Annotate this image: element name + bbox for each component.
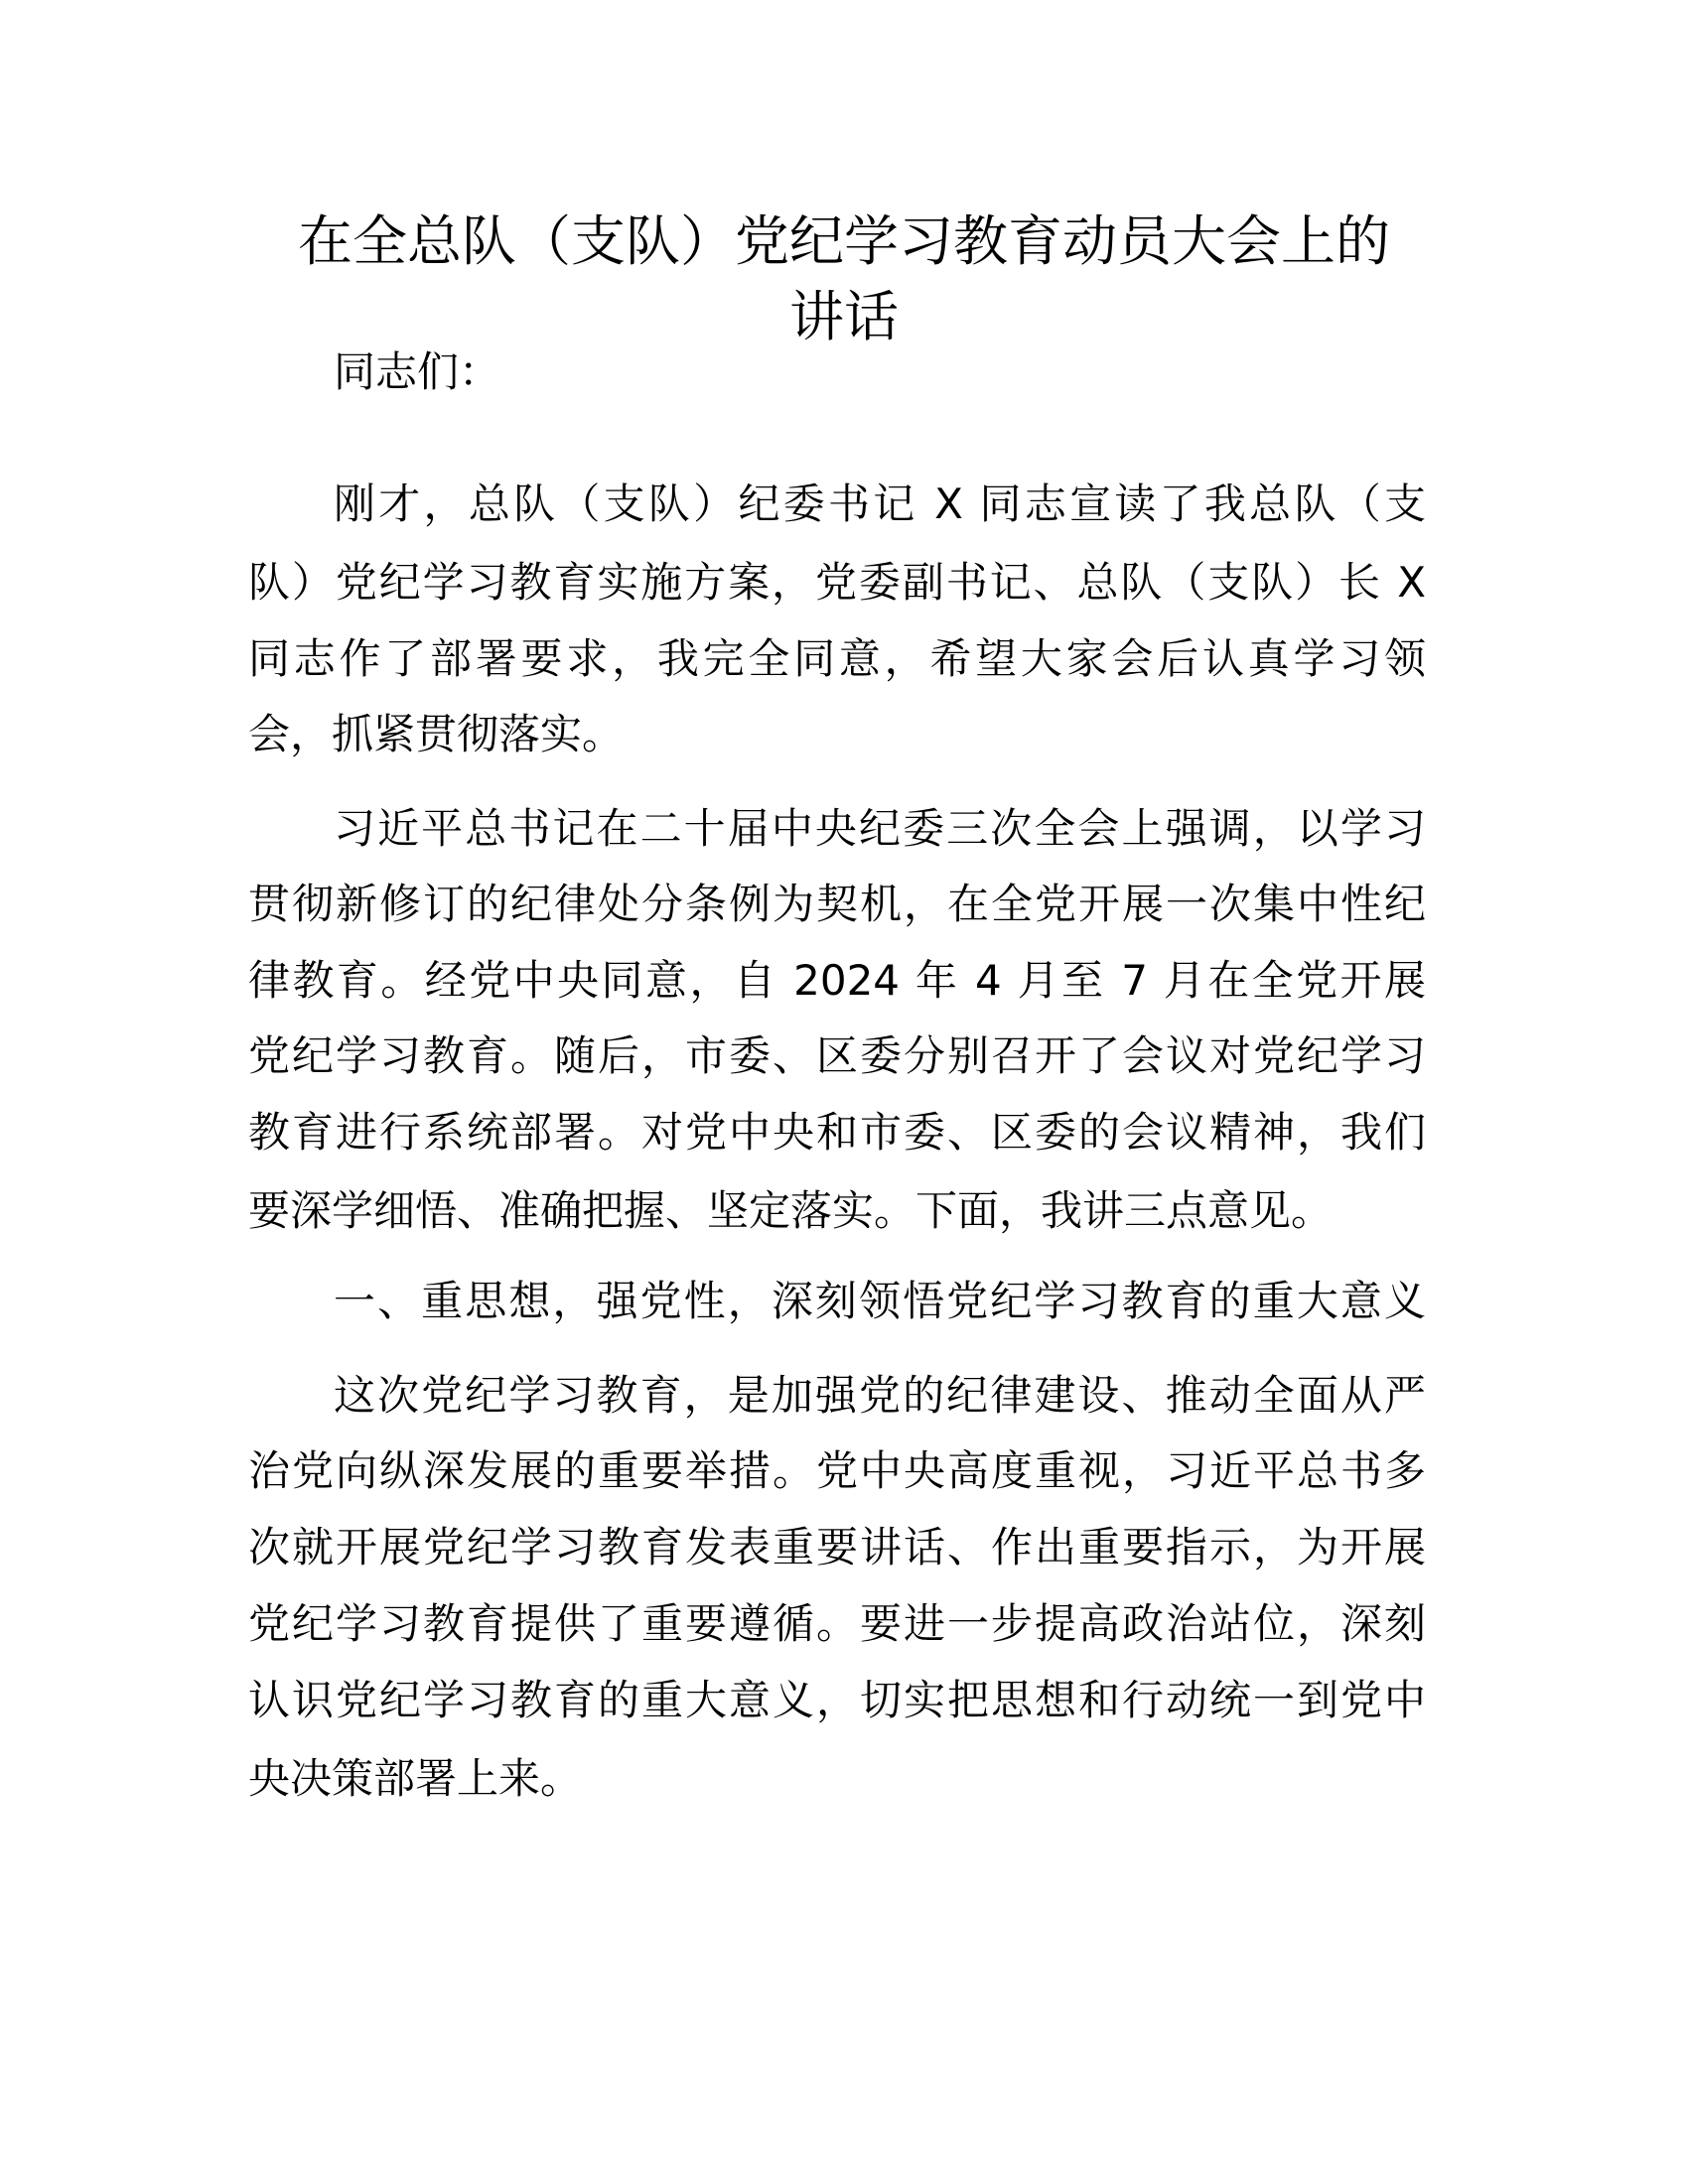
paragraph-line: 律教育。经党中央同意，自 2024 年 4 月至 7 月在全党开展 bbox=[248, 956, 1426, 1005]
paragraph-line: 习近平总书记在二十届中央纪委三次全会上强调，以学习 bbox=[334, 804, 1426, 853]
paragraph-line: 教育进行系统部署。对党中央和市委、区委的会议精神，我们 bbox=[248, 1108, 1426, 1157]
paragraph-line: 认识党纪学习教育的重大意义，切实把思想和行动统一到党中 bbox=[248, 1676, 1426, 1724]
paragraph-line: 这次党纪学习教育，是加强党的纪律建设、推动全面从严 bbox=[334, 1371, 1426, 1420]
paragraph-line: 次就开展党纪学习教育发表重要讲话、作出重要指示，为开展 bbox=[248, 1523, 1426, 1571]
paragraph-line: 会，抓紧贯彻落实。 bbox=[248, 710, 625, 758]
paragraph-line: 治党向纵深发展的重要举措。党中央高度重视，习近平总书多 bbox=[248, 1446, 1426, 1495]
paragraph-line: 党纪学习教育。随后，市委、区委分别召开了会议对党纪学习 bbox=[248, 1031, 1426, 1080]
paragraph-line: 刚才，总队（支队）纪委书记 X 同志宣读了我总队（支 bbox=[334, 479, 1426, 528]
greeting: 同志们： bbox=[334, 347, 501, 396]
paragraph-line: 要深学细悟、准确把握、坚定落实。下面，我讲三点意见。 bbox=[248, 1186, 1334, 1235]
paragraph-line: 央决策部署上来。 bbox=[248, 1754, 583, 1803]
document-title-line-2: 讲话 bbox=[788, 285, 899, 348]
section-heading: 一、重思想，强党性，深刻领悟党纪学习教育的重大意义 bbox=[334, 1277, 1426, 1325]
document-title-line-1: 在全总队（支队）党纪学习教育动员大会上的 bbox=[297, 209, 1390, 273]
paragraph-line: 党纪学习教育提供了重要遵循。要进一步提高政治站位，深刻 bbox=[248, 1599, 1426, 1648]
paragraph-line: 队）党纪学习教育实施方案，党委副书记、总队（支队）长 X bbox=[248, 558, 1426, 607]
paragraph-line: 贯彻新修订的纪律处分条例为契机，在全党开展一次集中性纪 bbox=[248, 880, 1426, 928]
paragraph-line: 同志作了部署要求，我完全同意，希望大家会后认真学习领 bbox=[248, 634, 1426, 683]
